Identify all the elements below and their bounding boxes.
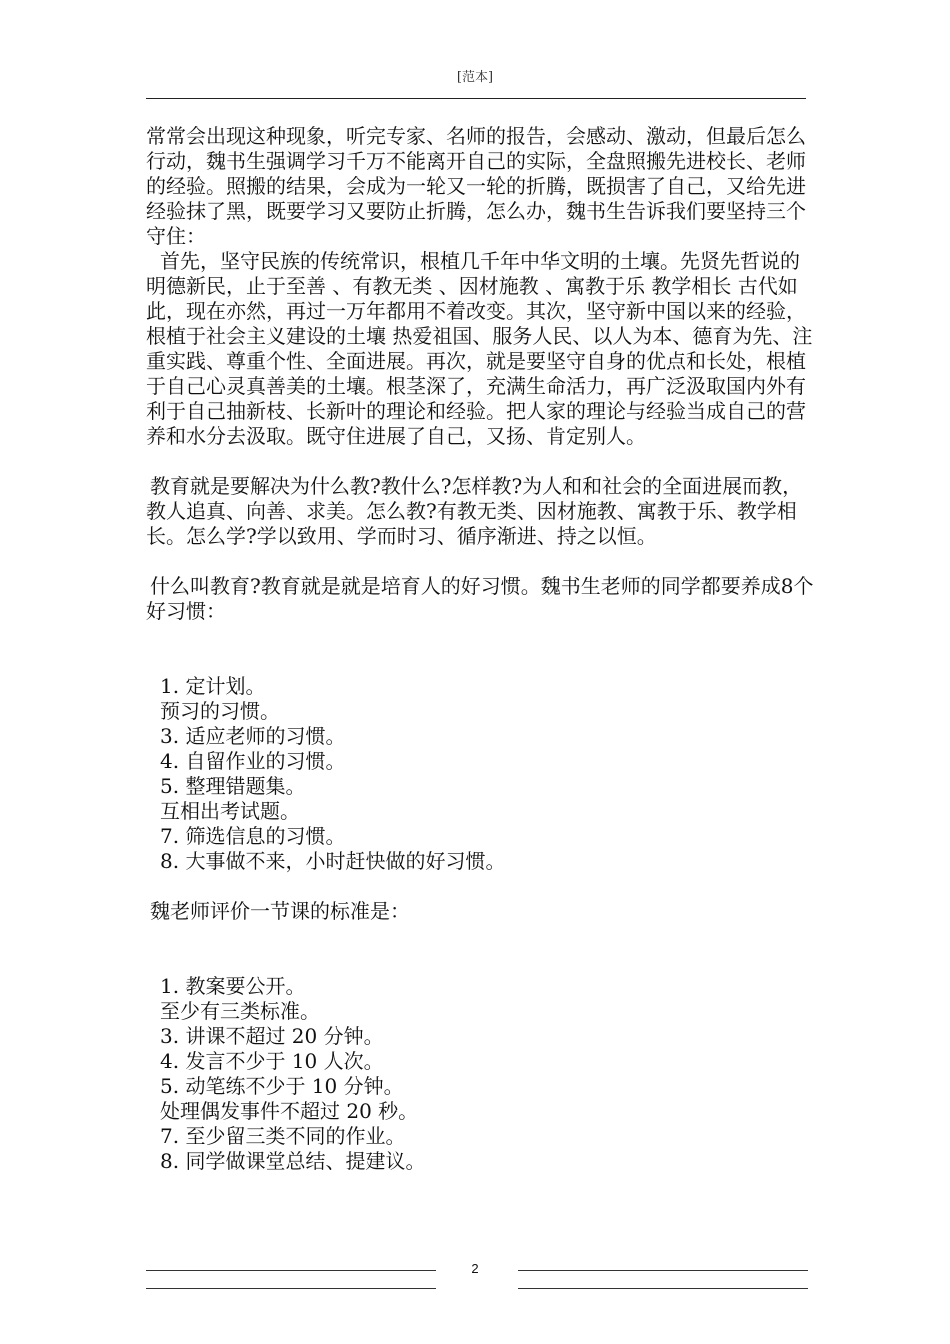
list-item: 互相出考试题。: [160, 799, 300, 823]
list-item: 8. 同学做课堂总结、提建议。: [160, 1149, 426, 1173]
page-header-label: [范本]: [456, 70, 494, 85]
paragraph-good-habits: 什么叫教育?教育就是就是培育人的好习惯。魏书生老师的同学都要养成8个好习惯：: [146, 574, 814, 623]
list-item: 预习的习惯。: [160, 699, 280, 723]
habits-list: [146, 674, 816, 874]
footer-line-left-bottom: [146, 1288, 436, 1289]
list-item: 1. 定计划。: [160, 674, 266, 698]
list-item: 至少有三类标准。: [160, 999, 320, 1023]
paragraph-three-keeps: 首先，坚守民族的传统常识，根植几千年中华文明的土壤。先贤先哲说的 明德新民，止于至善 、有教无类 、因材施教 、寓教于乐 教学相长 古代如此，现在亦然，再过一万年都用不着改变。其次，坚守新中国以来的经验，根植于社会主义建设的土壤 热爱祖国、服务人民、以人为本、德育为先、注重实践、尊重个性、全面进展。再次，就是要坚守自身的优点和长处，根植于自己心灵真善美的土壤。根茎深了，充满生命活力，再广泛汲取国内外有利于自己抽新枝、长新叶的理论和经验。把人家的理论与经验当成自己的营养和水分去汲取。既守住进展了自己，又扬、肯定别人。: [146, 249, 813, 448]
standards-title: 魏老师评价一节课的标准是：: [150, 899, 410, 923]
header-divider: [146, 98, 806, 99]
list-item: 4. 发言不少于 10 人次。: [160, 1049, 384, 1073]
list-item: 7. 至少留三类不同的作业。: [160, 1124, 406, 1148]
list-item: 5. 整理错题集。: [160, 774, 306, 798]
footer-line-right-bottom: [518, 1288, 808, 1289]
list-item: 1. 教案要公开。: [160, 974, 306, 998]
list-item: 处理偶发事件不超过 20 秒。: [160, 1099, 419, 1123]
paragraph-intro: 常常会出现这种现象，听完专家、名师的报告，会感动、激动，但最后怎么行动，魏书生强调学习千万不能离开自己的实际，全盘照搬先进校长、老师的经验。照搬的结果，会成为一轮又一轮的折腾，既损害了自己，又给先进经验抹了黑，既要学习又要防止折腾，怎么办，魏书生告诉我们要坚持三个守住：: [146, 124, 806, 248]
document-body: [146, 124, 816, 1174]
list-item: 3. 适应老师的习惯。: [160, 724, 346, 748]
list-item: 8. 大事做不来，小时赶快做的好习惯。: [160, 849, 506, 873]
page-number: 2: [471, 1261, 479, 1276]
paragraph-education-purpose: 教育就是要解决为什么教?教什么?怎样教?为人和和社会的全面进展而教，教人追真、向善、求美。怎么教?有教无类、因材施教、寓教于乐、教学相长。怎么学?学以致用、学而时习、循序渐进、持之以恒。: [146, 474, 803, 548]
list-item: 5. 动笔练不少于 10 分钟。: [160, 1074, 404, 1098]
list-item: 7. 筛选信息的习惯。: [160, 824, 346, 848]
standards-list: [146, 974, 816, 1174]
list-item: 3. 讲课不超过 20 分钟。: [160, 1024, 384, 1048]
list-item: 4. 自留作业的习惯。: [160, 749, 346, 773]
